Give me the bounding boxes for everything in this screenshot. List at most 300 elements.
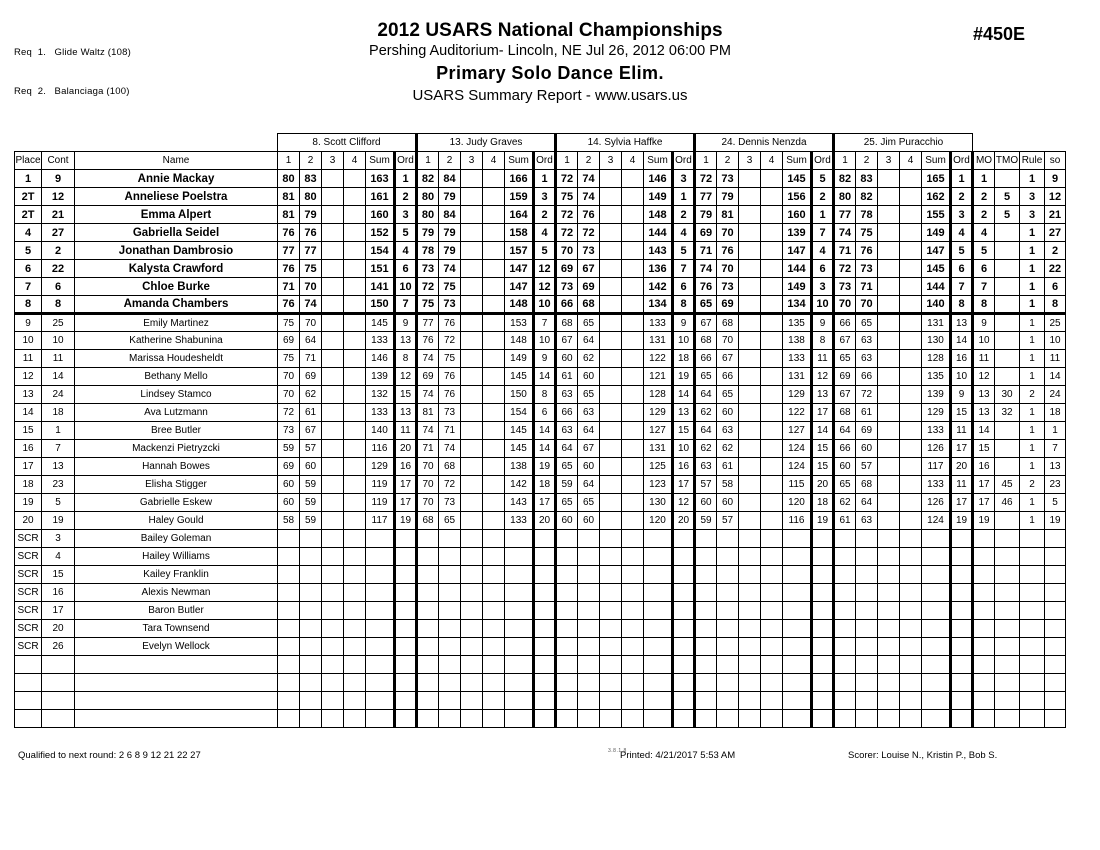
cell-j2-1: 69 xyxy=(578,278,600,296)
cell-empty xyxy=(739,656,761,674)
cell-j4-5: 17 xyxy=(951,440,973,458)
cell-j4-3 xyxy=(900,188,922,206)
cell-name: Baron Butler xyxy=(75,602,278,620)
cell-j0-0 xyxy=(278,638,300,656)
cell-j1-5: 14 xyxy=(534,368,556,386)
cell-j4-2 xyxy=(878,278,900,296)
cell-j3-0: 63 xyxy=(695,458,717,476)
cell-j2-1: 65 xyxy=(578,386,600,404)
cell-j4-5: 14 xyxy=(951,332,973,350)
cell-j4-2 xyxy=(878,530,900,548)
cell-j3-5: 13 xyxy=(812,386,834,404)
cell-j2-4: 127 xyxy=(644,422,673,440)
cell-empty xyxy=(344,692,366,710)
cell-j3-4: 160 xyxy=(783,206,812,224)
cell-j4-5 xyxy=(951,620,973,638)
cell-j2-4: 148 xyxy=(644,206,673,224)
cell-j4-2 xyxy=(878,602,900,620)
cell-j4-1 xyxy=(856,584,878,602)
cell-j2-5: 16 xyxy=(673,458,695,476)
cell-tmo xyxy=(995,278,1020,296)
cell-j2-5: 8 xyxy=(673,296,695,314)
cell-j1-3 xyxy=(483,584,505,602)
cell-j4-0 xyxy=(834,566,856,584)
cell-so: 5 xyxy=(1045,494,1066,512)
cell-j0-3 xyxy=(344,638,366,656)
cell-name: Ava Lutzmann xyxy=(75,404,278,422)
cell-j2-1: 63 xyxy=(578,404,600,422)
col-header-cont: Cont xyxy=(42,152,75,170)
cell-j3-5: 12 xyxy=(812,368,834,386)
cell-empty xyxy=(395,710,417,728)
cell-j4-1: 83 xyxy=(856,170,878,188)
cell-j4-4: 124 xyxy=(922,512,951,530)
cell-j1-3 xyxy=(483,512,505,530)
cell-j0-1: 80 xyxy=(300,188,322,206)
cell-j1-3 xyxy=(483,188,505,206)
cell-j2-0 xyxy=(556,566,578,584)
col-header-j4-1: 1 xyxy=(834,152,856,170)
cell-so xyxy=(1045,620,1066,638)
cell-j3-0: 65 xyxy=(695,368,717,386)
cell-j4-5: 11 xyxy=(951,476,973,494)
judge-row-spacer-0 xyxy=(15,134,42,152)
cell-so: 23 xyxy=(1045,476,1066,494)
cell-cont: 1 xyxy=(42,422,75,440)
cell-rule: 3 xyxy=(1020,188,1045,206)
cell-j2-4: 131 xyxy=(644,440,673,458)
cell-j1-0: 70 xyxy=(417,458,439,476)
cell-j4-3 xyxy=(900,458,922,476)
col-header-j0-ord: Ord xyxy=(395,152,417,170)
cell-tmo xyxy=(995,260,1020,278)
cell-j0-2 xyxy=(322,458,344,476)
cell-empty xyxy=(600,710,622,728)
table-row xyxy=(15,206,1066,224)
cell-empty xyxy=(834,692,856,710)
cell-j3-2 xyxy=(739,422,761,440)
cell-j3-4: 115 xyxy=(783,476,812,494)
cell-tmo xyxy=(995,422,1020,440)
cell-empty xyxy=(42,656,75,674)
cell-j3-5: 11 xyxy=(812,350,834,368)
cell-j0-4: 150 xyxy=(366,296,395,314)
cell-j3-2 xyxy=(739,350,761,368)
col-header-j4-3: 3 xyxy=(878,152,900,170)
cell-j0-4: 163 xyxy=(366,170,395,188)
cell-j1-3 xyxy=(483,620,505,638)
cell-empty xyxy=(534,710,556,728)
cell-rule: 1 xyxy=(1020,332,1045,350)
cell-j2-0: 61 xyxy=(556,368,578,386)
col-header-so: so xyxy=(1045,152,1066,170)
cell-j0-1: 62 xyxy=(300,386,322,404)
cell-j2-1: 74 xyxy=(578,188,600,206)
cell-j0-4: 160 xyxy=(366,206,395,224)
cell-j0-5 xyxy=(395,548,417,566)
cell-j3-3 xyxy=(761,422,783,440)
cell-mo xyxy=(973,530,995,548)
cell-so: 7 xyxy=(1045,440,1066,458)
cell-j0-4: 154 xyxy=(366,242,395,260)
cell-mo: 13 xyxy=(973,404,995,422)
cell-tmo xyxy=(995,530,1020,548)
cell-j1-1 xyxy=(439,602,461,620)
cell-j3-2 xyxy=(739,440,761,458)
cell-j4-4: 147 xyxy=(922,242,951,260)
cell-j3-0: 71 xyxy=(695,242,717,260)
cell-j2-3 xyxy=(622,530,644,548)
cell-rule: 1 xyxy=(1020,296,1045,314)
cell-j2-4: 125 xyxy=(644,458,673,476)
cell-j0-4 xyxy=(366,548,395,566)
table-row xyxy=(15,512,1066,530)
cell-j3-0: 64 xyxy=(695,422,717,440)
cell-j4-2 xyxy=(878,224,900,242)
cell-j0-3 xyxy=(344,494,366,512)
cell-j2-2 xyxy=(600,458,622,476)
cell-j0-3 xyxy=(344,458,366,476)
cell-j1-4 xyxy=(505,584,534,602)
cell-j0-3 xyxy=(344,548,366,566)
cell-j1-3 xyxy=(483,224,505,242)
cell-empty xyxy=(300,692,322,710)
cell-empty xyxy=(15,692,42,710)
cell-j3-0: 76 xyxy=(695,278,717,296)
cell-j0-2 xyxy=(322,314,344,332)
cell-j1-3 xyxy=(483,476,505,494)
cell-j0-5: 6 xyxy=(395,260,417,278)
cell-tmo xyxy=(995,170,1020,188)
cell-j4-0: 67 xyxy=(834,332,856,350)
cell-j0-5: 17 xyxy=(395,476,417,494)
cell-j0-4: 129 xyxy=(366,458,395,476)
cell-j0-1 xyxy=(300,638,322,656)
cell-j2-2 xyxy=(600,260,622,278)
cell-j1-3 xyxy=(483,278,505,296)
cell-rule: 2 xyxy=(1020,386,1045,404)
cell-j1-3 xyxy=(483,494,505,512)
cell-j4-4: 145 xyxy=(922,260,951,278)
cell-j0-0 xyxy=(278,566,300,584)
cell-so xyxy=(1045,584,1066,602)
table-row xyxy=(15,224,1066,242)
cell-j2-1: 60 xyxy=(578,512,600,530)
cell-j0-2 xyxy=(322,638,344,656)
cell-j3-5 xyxy=(812,638,834,656)
cell-j2-4 xyxy=(644,566,673,584)
cell-j2-1 xyxy=(578,530,600,548)
cell-j4-1 xyxy=(856,548,878,566)
cell-j1-0: 76 xyxy=(417,332,439,350)
cell-empty xyxy=(278,710,300,728)
table-row xyxy=(15,368,1066,386)
cell-j3-4: 156 xyxy=(783,188,812,206)
cell-j3-2 xyxy=(739,296,761,314)
cell-j4-5: 3 xyxy=(951,206,973,224)
cell-empty xyxy=(322,674,344,692)
cell-so: 18 xyxy=(1045,404,1066,422)
cell-place: SCR xyxy=(15,620,42,638)
cell-j1-3 xyxy=(483,386,505,404)
cell-j0-1: 70 xyxy=(300,278,322,296)
cell-j0-4 xyxy=(366,638,395,656)
cell-j4-3 xyxy=(900,404,922,422)
cell-j4-5: 8 xyxy=(951,296,973,314)
cell-j3-5: 20 xyxy=(812,476,834,494)
cell-j3-4 xyxy=(783,530,812,548)
cell-so: 24 xyxy=(1045,386,1066,404)
cell-j0-3 xyxy=(344,620,366,638)
cell-j4-1: 63 xyxy=(856,512,878,530)
cell-j2-0: 63 xyxy=(556,386,578,404)
table-row xyxy=(15,170,1066,188)
cell-tmo xyxy=(995,548,1020,566)
cell-j2-0: 66 xyxy=(556,296,578,314)
col-header-j3-4: 4 xyxy=(761,152,783,170)
cell-j1-4: 145 xyxy=(505,368,534,386)
table-row xyxy=(15,584,1066,602)
cell-j4-3 xyxy=(900,494,922,512)
cell-so: 21 xyxy=(1045,206,1066,224)
cell-rule: 1 xyxy=(1020,314,1045,332)
table-body xyxy=(15,170,1066,728)
cell-j0-4: 145 xyxy=(366,314,395,332)
cell-j4-4: 140 xyxy=(922,296,951,314)
cell-j2-2 xyxy=(600,404,622,422)
cell-j4-5: 1 xyxy=(951,170,973,188)
cell-j1-5 xyxy=(534,602,556,620)
cell-j4-0: 66 xyxy=(834,314,856,332)
cell-j1-2 xyxy=(461,530,483,548)
cell-j0-5 xyxy=(395,566,417,584)
cell-j1-4: 149 xyxy=(505,350,534,368)
cell-j1-2 xyxy=(461,566,483,584)
table-row xyxy=(15,242,1066,260)
cell-j2-3 xyxy=(622,278,644,296)
cell-j0-1: 74 xyxy=(300,296,322,314)
cell-j2-1: 74 xyxy=(578,170,600,188)
cell-j3-0: 74 xyxy=(695,260,717,278)
cell-j1-0: 71 xyxy=(417,440,439,458)
table-head xyxy=(15,134,1066,170)
cell-j2-3 xyxy=(622,314,644,332)
cell-j1-1: 72 xyxy=(439,476,461,494)
cell-j4-0: 73 xyxy=(834,278,856,296)
table-row xyxy=(15,404,1066,422)
cell-empty xyxy=(673,710,695,728)
cell-j2-2 xyxy=(600,476,622,494)
cell-place: 14 xyxy=(15,404,42,422)
cell-empty xyxy=(973,710,995,728)
cell-j3-2 xyxy=(739,224,761,242)
cell-empty xyxy=(1045,674,1066,692)
cell-mo: 5 xyxy=(973,242,995,260)
cell-j0-0: 76 xyxy=(278,224,300,242)
cell-j1-5: 2 xyxy=(534,206,556,224)
table-row xyxy=(15,476,1066,494)
cell-name: Evelyn Wellock xyxy=(75,638,278,656)
cell-j2-1: 60 xyxy=(578,458,600,476)
cell-place: 1 xyxy=(15,170,42,188)
cell-j3-1: 57 xyxy=(717,512,739,530)
cell-rule: 1 xyxy=(1020,242,1045,260)
cell-j3-5: 4 xyxy=(812,242,834,260)
col-header-j1-2: 2 xyxy=(439,152,461,170)
cell-j4-4: 165 xyxy=(922,170,951,188)
cell-j0-2 xyxy=(322,224,344,242)
cell-mo: 10 xyxy=(973,332,995,350)
cell-j3-4: 147 xyxy=(783,242,812,260)
cell-cont: 2 xyxy=(42,242,75,260)
cell-empty xyxy=(673,656,695,674)
cell-j3-2 xyxy=(739,638,761,656)
cell-empty xyxy=(812,710,834,728)
cell-empty xyxy=(366,710,395,728)
cell-j0-5: 20 xyxy=(395,440,417,458)
judge-header-4: 25. Jim Puracchio xyxy=(834,134,973,152)
cell-j0-2 xyxy=(322,566,344,584)
cell-j3-2 xyxy=(739,566,761,584)
cell-j3-5: 2 xyxy=(812,188,834,206)
col-header-j2-4: 4 xyxy=(622,152,644,170)
report-subtitle: USARS Summary Report - www.usars.us xyxy=(412,87,688,104)
cell-j1-5 xyxy=(534,530,556,548)
cell-j2-3 xyxy=(622,440,644,458)
cell-so: 9 xyxy=(1045,170,1066,188)
cell-j1-4: 143 xyxy=(505,494,534,512)
cell-empty xyxy=(417,710,439,728)
cell-j3-3 xyxy=(761,476,783,494)
qualified-note: Qualified to next round: 2 6 8 9 12 21 22 27 xyxy=(18,750,201,761)
cell-cont: 18 xyxy=(42,404,75,422)
cell-j0-0: 73 xyxy=(278,422,300,440)
cell-j4-2 xyxy=(878,188,900,206)
cell-j3-1 xyxy=(717,638,739,656)
cell-j0-0 xyxy=(278,530,300,548)
cell-empty xyxy=(900,674,922,692)
cell-j1-2 xyxy=(461,512,483,530)
column-header-row xyxy=(15,152,1066,170)
cell-j3-4: 116 xyxy=(783,512,812,530)
cell-so: 27 xyxy=(1045,224,1066,242)
cell-j1-0: 78 xyxy=(417,242,439,260)
cell-j3-0 xyxy=(695,566,717,584)
cell-cont: 5 xyxy=(42,494,75,512)
cell-cont: 15 xyxy=(42,566,75,584)
cell-empty xyxy=(673,692,695,710)
cell-j3-0: 66 xyxy=(695,350,717,368)
cell-j1-3 xyxy=(483,440,505,458)
cell-empty xyxy=(761,710,783,728)
cell-j1-5: 6 xyxy=(534,404,556,422)
cell-place: SCR xyxy=(15,602,42,620)
cell-j3-1: 61 xyxy=(717,458,739,476)
cell-name: Hailey Williams xyxy=(75,548,278,566)
cell-j2-4: 136 xyxy=(644,260,673,278)
cell-j2-0 xyxy=(556,602,578,620)
cell-j4-4: 117 xyxy=(922,458,951,476)
cell-j2-3 xyxy=(622,638,644,656)
cell-j3-3 xyxy=(761,584,783,602)
cell-j0-3 xyxy=(344,332,366,350)
cell-tmo xyxy=(995,620,1020,638)
cell-j1-5: 9 xyxy=(534,350,556,368)
table-row xyxy=(15,548,1066,566)
cell-name: Bree Butler xyxy=(75,422,278,440)
cell-j4-1 xyxy=(856,602,878,620)
cell-j3-2 xyxy=(739,260,761,278)
cell-j4-3 xyxy=(900,638,922,656)
cell-j3-5 xyxy=(812,566,834,584)
cell-j4-3 xyxy=(900,170,922,188)
cell-j2-2 xyxy=(600,314,622,332)
cell-j2-0 xyxy=(556,620,578,638)
cell-j3-2 xyxy=(739,512,761,530)
cell-empty xyxy=(739,674,761,692)
col-header-j1-1: 1 xyxy=(417,152,439,170)
cell-j2-5: 19 xyxy=(673,368,695,386)
cell-j3-4: 124 xyxy=(783,458,812,476)
cell-j1-5: 14 xyxy=(534,440,556,458)
cell-j4-5: 2 xyxy=(951,188,973,206)
cell-j3-2 xyxy=(739,404,761,422)
cell-j2-0: 75 xyxy=(556,188,578,206)
cell-rule: 3 xyxy=(1020,206,1045,224)
cell-empty xyxy=(739,710,761,728)
cell-empty xyxy=(695,692,717,710)
cell-j1-2 xyxy=(461,422,483,440)
cell-j0-5: 16 xyxy=(395,458,417,476)
cell-mo: 6 xyxy=(973,260,995,278)
cell-j4-5: 11 xyxy=(951,422,973,440)
cell-j3-5: 10 xyxy=(812,296,834,314)
cell-empty xyxy=(1020,674,1045,692)
cell-j3-2 xyxy=(739,332,761,350)
cell-j2-5: 13 xyxy=(673,404,695,422)
cell-cont: 17 xyxy=(42,602,75,620)
cell-j1-4: 145 xyxy=(505,422,534,440)
cell-j3-4 xyxy=(783,602,812,620)
cell-empty xyxy=(878,656,900,674)
cell-j4-5 xyxy=(951,530,973,548)
cell-rule: 1 xyxy=(1020,404,1045,422)
cell-empty xyxy=(461,710,483,728)
cell-empty xyxy=(783,710,812,728)
cell-j2-3 xyxy=(622,602,644,620)
cell-j4-4: 131 xyxy=(922,314,951,332)
cell-place: 4 xyxy=(15,224,42,242)
cell-empty xyxy=(995,656,1020,674)
cell-j4-3 xyxy=(900,440,922,458)
cell-rule: 1 xyxy=(1020,494,1045,512)
cell-j2-5: 3 xyxy=(673,170,695,188)
cell-j1-2 xyxy=(461,476,483,494)
cell-j1-2 xyxy=(461,170,483,188)
cell-j0-1: 71 xyxy=(300,350,322,368)
cell-j3-0: 79 xyxy=(695,206,717,224)
cell-rule xyxy=(1020,584,1045,602)
cell-j1-3 xyxy=(483,260,505,278)
cell-j0-1 xyxy=(300,602,322,620)
col-header-j1-3: 3 xyxy=(461,152,483,170)
page-title: 2012 USARS National Championships xyxy=(377,20,723,41)
cell-tmo xyxy=(995,350,1020,368)
cell-j1-5 xyxy=(534,620,556,638)
cell-j3-5: 15 xyxy=(812,440,834,458)
cell-j1-3 xyxy=(483,242,505,260)
cell-j0-0 xyxy=(278,602,300,620)
